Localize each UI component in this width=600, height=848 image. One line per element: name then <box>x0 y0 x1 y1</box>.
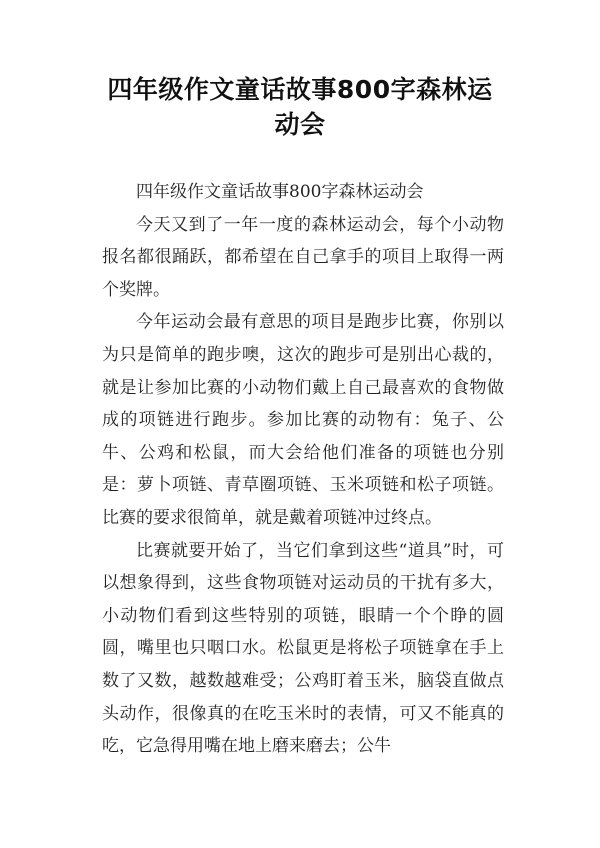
document-title: 四年级作文童话故事800字森林运动会 <box>107 75 493 139</box>
paragraph-1: 今天又到了一年一度的森林运动会，每个小动物报名都很踊跃，都希望在自己拿手的项目上取得一两个奖牌。 <box>102 214 504 300</box>
paragraph-2: 今年运动会最有意思的项目是跑步比赛，你别以为只是简单的跑步噢，这次的跑步可是别出心裁的，就是让参加比赛的小动物们戴上自己最喜欢的食物做成的项链进行跑步。参加比赛的动物有：兔子、公牛、公鸡和松鼠，而大会给他们准备的项链也分别是：萝卜项链、青草圈项链、玉米项链和松子项链。比赛的要求很简单，就是戴着项链冲过终点。 <box>102 312 504 528</box>
document-subtitle: 四年级作文童话故事800字森林运动会 <box>136 182 424 202</box>
paragraph-3: 比赛就要开始了，当它们拿到这些“道具”时，可以想象得到，这些食物项链对运动员的干扰有多大，小动物们看到这些特别的项链，眼睛一个个睁的圆圆，嘴里也只咽口水。松鼠更是将松子项链拿在手上数了又数，越数越难受；公鸡盯着玉米，脑袋直做点头动作，很像真的在吃玉米时的表情，可又不能真的吃，它急得用嘴在地上磨来磨去；公牛 <box>102 540 504 757</box>
document-body <box>102 176 504 763</box>
